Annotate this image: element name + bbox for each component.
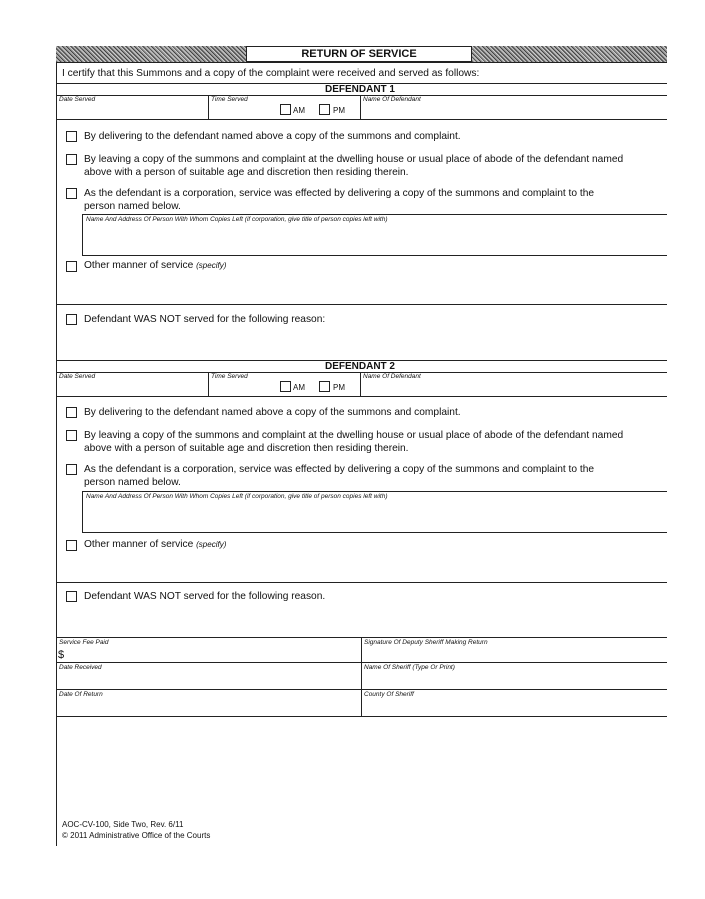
divider — [56, 119, 667, 120]
corporation-option-line1: As the defendant is a corporation, service was effected by delivering a copy of the summons and complaint to the — [84, 464, 595, 475]
pm-label: PM — [333, 106, 345, 115]
defendant2-heading: DEFENDANT 2 — [324, 361, 395, 372]
date-served-label: Date Served — [59, 96, 96, 103]
delivering-option: By delivering to the defendant named above a copy of the summons and complaint. — [84, 131, 461, 142]
page-title: RETURN OF SERVICE — [246, 46, 472, 62]
corporation-option-line2: person named below. — [84, 201, 181, 212]
leaving-checkbox[interactable] — [66, 430, 77, 441]
county-label: County Of Sheriff — [364, 691, 414, 698]
other-service-option — [84, 538, 226, 551]
not-served-option: Defendant WAS NOT served for the following reason. — [84, 591, 326, 602]
divider — [56, 689, 667, 690]
date-served-label: Date Served — [59, 373, 96, 380]
other-service-label: Other manner of service — [84, 260, 194, 271]
defendant-name-label: Name Of Defendant — [363, 96, 421, 103]
divider — [361, 637, 362, 716]
leaving-option-line2: above with a person of suitable age and discretion then residing therein. — [84, 167, 409, 178]
am-checkbox[interactable] — [280, 381, 291, 392]
sheriff-name-label: Name Of Sheriff (Type Or Print) — [364, 664, 455, 671]
specify-note: (specify) — [196, 540, 227, 549]
corporation-checkbox[interactable] — [66, 464, 77, 475]
divider — [360, 372, 361, 396]
divider — [208, 95, 209, 119]
pm-checkbox[interactable] — [319, 381, 330, 392]
specify-note: (specify) — [196, 261, 227, 270]
pm-checkbox[interactable] — [319, 104, 330, 115]
am-label: AM — [293, 106, 305, 115]
divider — [56, 662, 667, 663]
leaving-option-line1: By leaving a copy of the summons and complaint at the dwelling house or usual place of abode of the defendant named — [84, 154, 624, 165]
divider — [82, 491, 667, 492]
not-served-checkbox[interactable] — [66, 591, 77, 602]
person-left-field[interactable] — [82, 532, 667, 533]
time-served-label: Time Served — [211, 373, 248, 380]
dollar-sign: $ — [58, 649, 65, 661]
delivering-checkbox[interactable] — [66, 131, 77, 142]
signature-label: Signature Of Deputy Sheriff Making Return — [364, 639, 488, 646]
divider — [82, 214, 667, 215]
divider — [56, 62, 667, 63]
divider — [56, 396, 667, 397]
delivering-option: By delivering to the defendant named above a copy of the summons and complaint. — [84, 407, 461, 418]
divider — [56, 372, 667, 373]
leaving-option-line2: above with a person of suitable age and discretion then residing therein. — [84, 443, 409, 454]
date-received-label: Date Received — [59, 664, 102, 671]
divider — [56, 716, 667, 717]
copyright: © 2011 Administrative Office of the Courts — [62, 831, 211, 840]
other-service-option — [84, 259, 226, 272]
certify-text: I certify that this Summons and a copy of the complaint were received and served as follows: — [62, 68, 480, 79]
divider — [56, 582, 667, 583]
other-service-checkbox[interactable] — [66, 540, 77, 551]
divider — [82, 491, 83, 532]
form-id: AOC-CV-100, Side Two, Rev. 6/11 — [62, 820, 184, 829]
leaving-option-line1: By leaving a copy of the summons and complaint at the dwelling house or usual place of abode of the defendant named — [84, 430, 624, 441]
time-served-label: Time Served — [211, 96, 248, 103]
not-served-option: Defendant WAS NOT served for the following reason: — [84, 314, 326, 325]
person-left-field[interactable] — [82, 255, 667, 256]
leaving-checkbox[interactable] — [66, 154, 77, 165]
person-left-label: Name And Address Of Person With Whom Copies Left (if corporation, give title of person copies left with) — [86, 216, 388, 223]
date-of-return-label: Date Of Return — [59, 691, 103, 698]
divider — [82, 214, 83, 255]
am-checkbox[interactable] — [280, 104, 291, 115]
pm-label: PM — [333, 383, 345, 392]
divider — [56, 304, 667, 305]
person-left-label: Name And Address Of Person With Whom Copies Left (if corporation, give title of person copies left with) — [86, 493, 388, 500]
defendant1-heading: DEFENDANT 1 — [324, 84, 395, 95]
delivering-checkbox[interactable] — [66, 407, 77, 418]
defendant-name-label: Name Of Defendant — [363, 373, 421, 380]
service-fee-label: Service Fee Paid — [59, 639, 109, 646]
corporation-checkbox[interactable] — [66, 188, 77, 199]
other-service-label: Other manner of service — [84, 539, 194, 550]
corporation-option-line1: As the defendant is a corporation, service was effected by delivering a copy of the summons and complaint to the — [84, 188, 595, 199]
divider — [56, 95, 667, 96]
not-served-checkbox[interactable] — [66, 314, 77, 325]
other-service-checkbox[interactable] — [66, 261, 77, 272]
am-label: AM — [293, 383, 305, 392]
divider — [360, 95, 361, 119]
corporation-option-line2: person named below. — [84, 477, 181, 488]
divider — [208, 372, 209, 396]
